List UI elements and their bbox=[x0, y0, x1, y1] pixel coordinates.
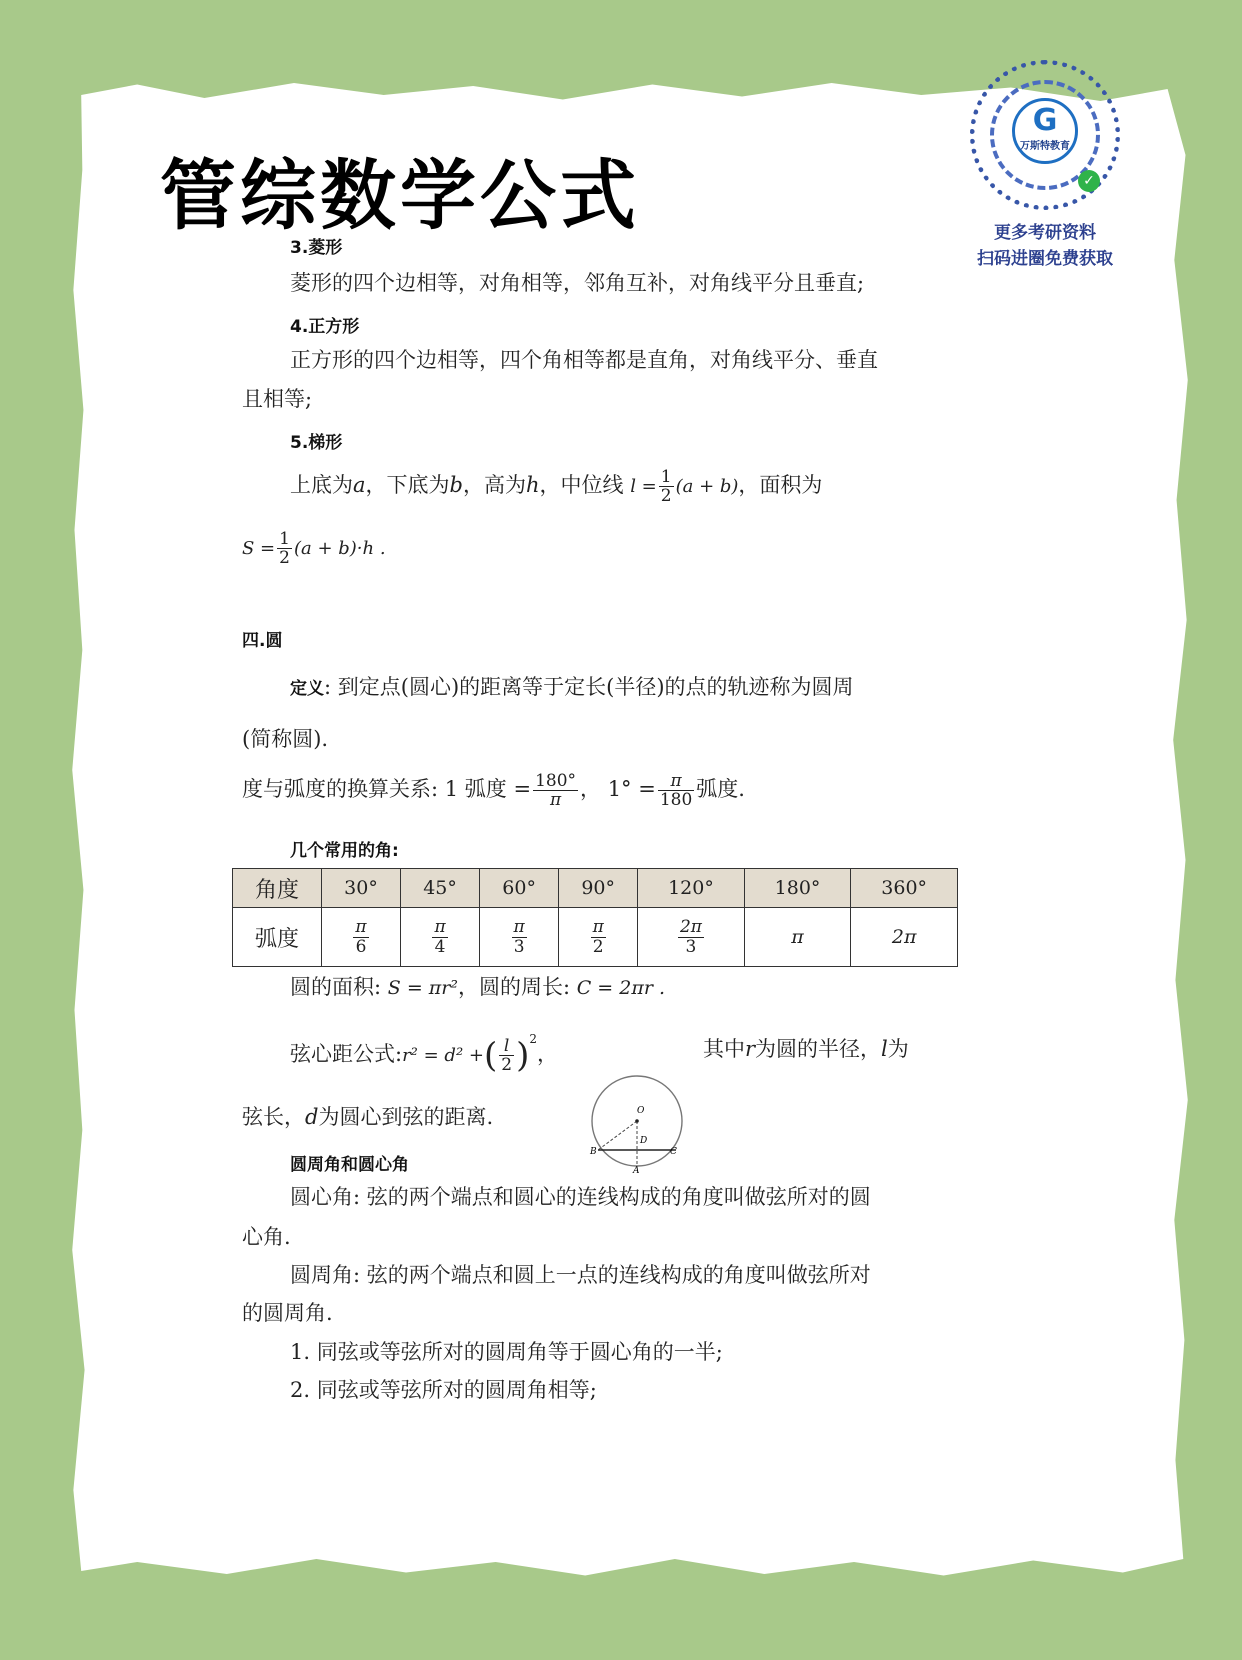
radian-fraction bbox=[591, 918, 606, 957]
conversion-text: 弧度. bbox=[696, 777, 745, 801]
conversion-fraction-1 bbox=[533, 772, 578, 809]
radian-fraction bbox=[432, 918, 447, 957]
exponent: 2 bbox=[529, 1032, 537, 1046]
table-cell-radian bbox=[401, 908, 480, 967]
table-cell-radian bbox=[322, 908, 401, 967]
radian-fraction bbox=[512, 918, 527, 957]
fraction-numerator: π bbox=[355, 916, 367, 937]
area-formula: S = πr² bbox=[387, 977, 458, 999]
chord-note-text: 为圆的半径， bbox=[755, 1037, 882, 1061]
table-cell-degree: 90° bbox=[559, 869, 638, 908]
chord-note-text: 其中 bbox=[703, 1037, 745, 1061]
inscribed-angles-heading: 圆周角和圆心角 bbox=[290, 1155, 409, 1175]
table-cell-radian bbox=[638, 908, 745, 967]
fraction-denominator: 6 bbox=[355, 936, 367, 957]
table-cell-degree: 120° bbox=[638, 869, 745, 908]
conversion-text: ， 1° = bbox=[580, 777, 656, 801]
qr-caption-line2: 扫码进圈免费获取 bbox=[977, 249, 1113, 269]
rhombus-text: 菱形的四个边相等，对角相等，邻角互补，对角线平分且垂直; bbox=[290, 271, 865, 295]
radian-fraction bbox=[678, 918, 704, 957]
trapezoid-text: ，中位线 bbox=[539, 473, 624, 497]
definition-label: 定义 bbox=[290, 679, 324, 699]
diagram-label-d: D bbox=[640, 1136, 648, 1146]
table-row-label: 弧度 bbox=[233, 908, 322, 967]
fraction-denominator: π bbox=[549, 790, 562, 810]
left-paren: ( bbox=[483, 1035, 498, 1076]
diagram-center-dot bbox=[635, 1119, 639, 1123]
var-r: r bbox=[745, 1037, 756, 1061]
definition-text: : 到定点(圆心)的距离等于定长(半径)的点的轨迹称为圆周 bbox=[324, 675, 854, 699]
central-angle-line1: 圆心角: 弦的两个端点和圆心的连线构成的角度叫做弦所对的圆 bbox=[290, 1185, 871, 1209]
var-a: a bbox=[353, 473, 366, 497]
rule-1: 1. 同弦或等弦所对的圆周角等于圆心角的一半; bbox=[290, 1340, 723, 1364]
median-formula-rhs: (a + b) bbox=[675, 476, 739, 497]
fraction-numerator: π bbox=[592, 916, 604, 937]
brand-logo-name: 万斯特教育 bbox=[1020, 141, 1070, 152]
square-text-line2: 且相等; bbox=[242, 387, 313, 411]
trapezoid-text: ，高为 bbox=[462, 473, 526, 497]
wechat-miniprogram-icon: ✓ bbox=[1078, 170, 1100, 192]
table-cell-radian: π bbox=[744, 908, 851, 967]
radian-conversion bbox=[242, 772, 745, 809]
table-cell-radian bbox=[480, 908, 559, 967]
qr-code-promo[interactable] bbox=[960, 60, 1130, 270]
brand-logo bbox=[1012, 98, 1078, 164]
qr-caption-line1: 更多考研资料 bbox=[994, 223, 1096, 243]
radian-fraction bbox=[353, 918, 368, 957]
fraction-numerator: l bbox=[499, 1037, 514, 1056]
median-formula-lhs: l = bbox=[630, 476, 657, 497]
table-cell-degree: 180° bbox=[744, 869, 851, 908]
table-cell-degree: 360° bbox=[851, 869, 958, 908]
table-cell-degree: 60° bbox=[480, 869, 559, 908]
conversion-text: 度与弧度的换算关系: 1 弧度 = bbox=[242, 777, 532, 801]
area-label: 圆的面积: bbox=[290, 975, 382, 999]
table-row-degrees bbox=[233, 869, 958, 908]
var-b: b bbox=[449, 473, 463, 497]
diagram-radius bbox=[598, 1121, 637, 1150]
fraction-denominator: 2 bbox=[592, 936, 604, 957]
square-text-line1: 正方形的四个边相等，四个角相等都是直角，对角线平分、垂直 bbox=[290, 348, 878, 372]
diagram-label-b: B bbox=[590, 1147, 597, 1157]
half-chord-fraction bbox=[499, 1037, 514, 1074]
half-fraction bbox=[659, 468, 674, 505]
trapezoid-text: ，下底为 bbox=[365, 473, 450, 497]
diagram-label-o: O bbox=[637, 1106, 645, 1116]
trapezoid-area-formula bbox=[242, 530, 386, 567]
right-paren: ) bbox=[516, 1035, 530, 1076]
chord-note-text: 弦长， bbox=[242, 1105, 305, 1129]
area-formula-rhs: (a + b)·h . bbox=[293, 538, 386, 559]
inscribed-angle-line1: 圆周角: 弦的两个端点和圆上一点的连线构成的角度叫做弦所对 bbox=[290, 1263, 871, 1287]
table-cell-degree: 45° bbox=[401, 869, 480, 908]
fraction-denominator: 3 bbox=[685, 936, 697, 957]
fraction-denominator: 2 bbox=[660, 486, 672, 506]
brand-logo-icon: G bbox=[1032, 103, 1058, 138]
fraction-denominator: 4 bbox=[434, 936, 446, 957]
table-cell-radian bbox=[559, 908, 638, 967]
fraction-numerator: π bbox=[658, 772, 694, 791]
fraction-numerator: 2π bbox=[679, 916, 702, 937]
fraction-denominator: 3 bbox=[513, 936, 525, 957]
square-heading: 4.正方形 bbox=[290, 317, 360, 337]
circle-section-heading: 四.圆 bbox=[242, 631, 283, 651]
var-l: l bbox=[881, 1037, 888, 1061]
fraction-denominator: 180 bbox=[659, 790, 693, 810]
circle-definition-line2: (简称圆). bbox=[242, 727, 329, 751]
rule-2: 2. 同弦或等弦所对的圆周角相等; bbox=[290, 1378, 597, 1402]
fraction-denominator: 2 bbox=[501, 1055, 513, 1075]
common-angles-heading: 几个常用的角: bbox=[290, 841, 399, 861]
circumference-label: ，圆的周长: bbox=[457, 975, 571, 999]
fraction-numerator: 1 bbox=[279, 529, 290, 549]
diagram-label-c: C bbox=[670, 1147, 677, 1157]
trapezoid-text: 上底为 bbox=[290, 473, 353, 497]
circle-definition-line1 bbox=[290, 672, 854, 704]
chord-distance-formula: 弦心距公式:r² = d² +( $\frac{l}{2}$ )$^2$， bbox=[290, 1032, 558, 1076]
chord-note-line2 bbox=[242, 1102, 493, 1132]
chord-note-text: 为 bbox=[887, 1037, 909, 1061]
area-formula-lhs: S = bbox=[242, 538, 276, 559]
fraction-numerator: π bbox=[513, 916, 525, 937]
fraction-denominator: 2 bbox=[279, 548, 290, 568]
table-row-label: 角度 bbox=[233, 869, 322, 908]
table-cell-degree: 30° bbox=[322, 869, 401, 908]
trapezoid-median-line bbox=[290, 468, 822, 505]
conversion-fraction-2 bbox=[658, 772, 694, 809]
diagram-label-a: A bbox=[633, 1166, 640, 1175]
half-fraction bbox=[277, 530, 292, 567]
page-title: 管综数学公式 bbox=[160, 151, 640, 240]
chord-note bbox=[703, 1034, 909, 1064]
fraction-numerator: π bbox=[434, 916, 446, 937]
trapezoid-heading: 5.梯形 bbox=[290, 433, 343, 453]
table-cell-radian: 2π bbox=[851, 908, 958, 967]
circumference-formula: C = 2πr . bbox=[576, 977, 666, 999]
rhombus-heading: 3.菱形 bbox=[290, 238, 343, 258]
fraction-numerator: 180° bbox=[535, 771, 577, 791]
circle-area-circumference bbox=[290, 972, 665, 1003]
var-h: h bbox=[525, 473, 540, 497]
chord-circle-diagram bbox=[580, 1075, 690, 1175]
central-angle-line2: 心角. bbox=[242, 1225, 291, 1249]
trapezoid-text: ，面积为 bbox=[738, 473, 823, 497]
var-d: d bbox=[305, 1105, 319, 1129]
inscribed-angle-line2: 的圆周角. bbox=[242, 1301, 333, 1325]
chord-formula-label: 弦心距公式: bbox=[290, 1042, 403, 1066]
fraction-numerator: 1 bbox=[660, 467, 672, 487]
common-angles-table bbox=[232, 868, 958, 967]
chord-note-text: 为圆心到弦的距离. bbox=[318, 1105, 494, 1129]
chord-formula-left: r² = d² + bbox=[402, 1045, 484, 1066]
table-row-radians bbox=[233, 908, 958, 967]
